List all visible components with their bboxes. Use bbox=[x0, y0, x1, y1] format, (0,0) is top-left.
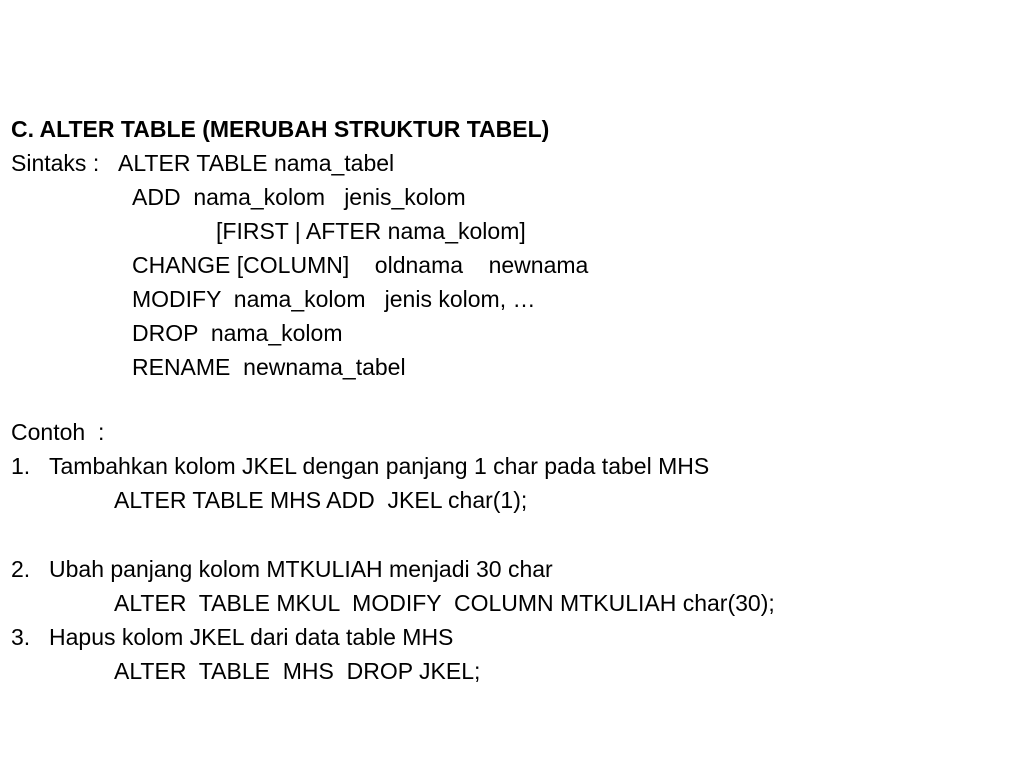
examples-label: Contoh : bbox=[11, 419, 105, 445]
example-3-text: Hapus kolom JKEL dari data table MHS bbox=[49, 624, 454, 650]
syntax-line-modify: MODIFY nama_kolom jenis kolom, … bbox=[132, 286, 536, 312]
section-heading: C. ALTER TABLE (MERUBAH STRUKTUR TABEL) bbox=[11, 116, 550, 142]
syntax-line-alter-table: ALTER TABLE nama_tabel bbox=[118, 150, 395, 176]
syntax-line-drop: DROP nama_kolom bbox=[132, 320, 343, 346]
example-3-number: 3. bbox=[11, 624, 31, 650]
syntax-line-add: ADD nama_kolom jenis_kolom bbox=[132, 184, 466, 210]
example-1-code: ALTER TABLE MHS ADD JKEL char(1); bbox=[114, 487, 528, 513]
example-1-number: 1. bbox=[11, 453, 31, 479]
example-2-number: 2. bbox=[11, 556, 31, 582]
syntax-line-position: [FIRST | AFTER nama_kolom] bbox=[216, 218, 526, 244]
syntax-label: Sintaks : bbox=[11, 150, 100, 176]
example-3-code: ALTER TABLE MHS DROP JKEL; bbox=[114, 658, 481, 684]
example-1-text: Tambahkan kolom JKEL dengan panjang 1 char pada tabel MHS bbox=[49, 453, 710, 479]
example-2-code: ALTER TABLE MKUL MODIFY COLUMN MTKULIAH char(30); bbox=[114, 590, 775, 616]
example-2-text: Ubah panjang kolom MTKULIAH menjadi 30 char bbox=[49, 556, 553, 582]
syntax-line-rename: RENAME newnama_tabel bbox=[132, 354, 406, 380]
syntax-line-change: CHANGE [COLUMN] oldnama newnama bbox=[132, 252, 589, 278]
